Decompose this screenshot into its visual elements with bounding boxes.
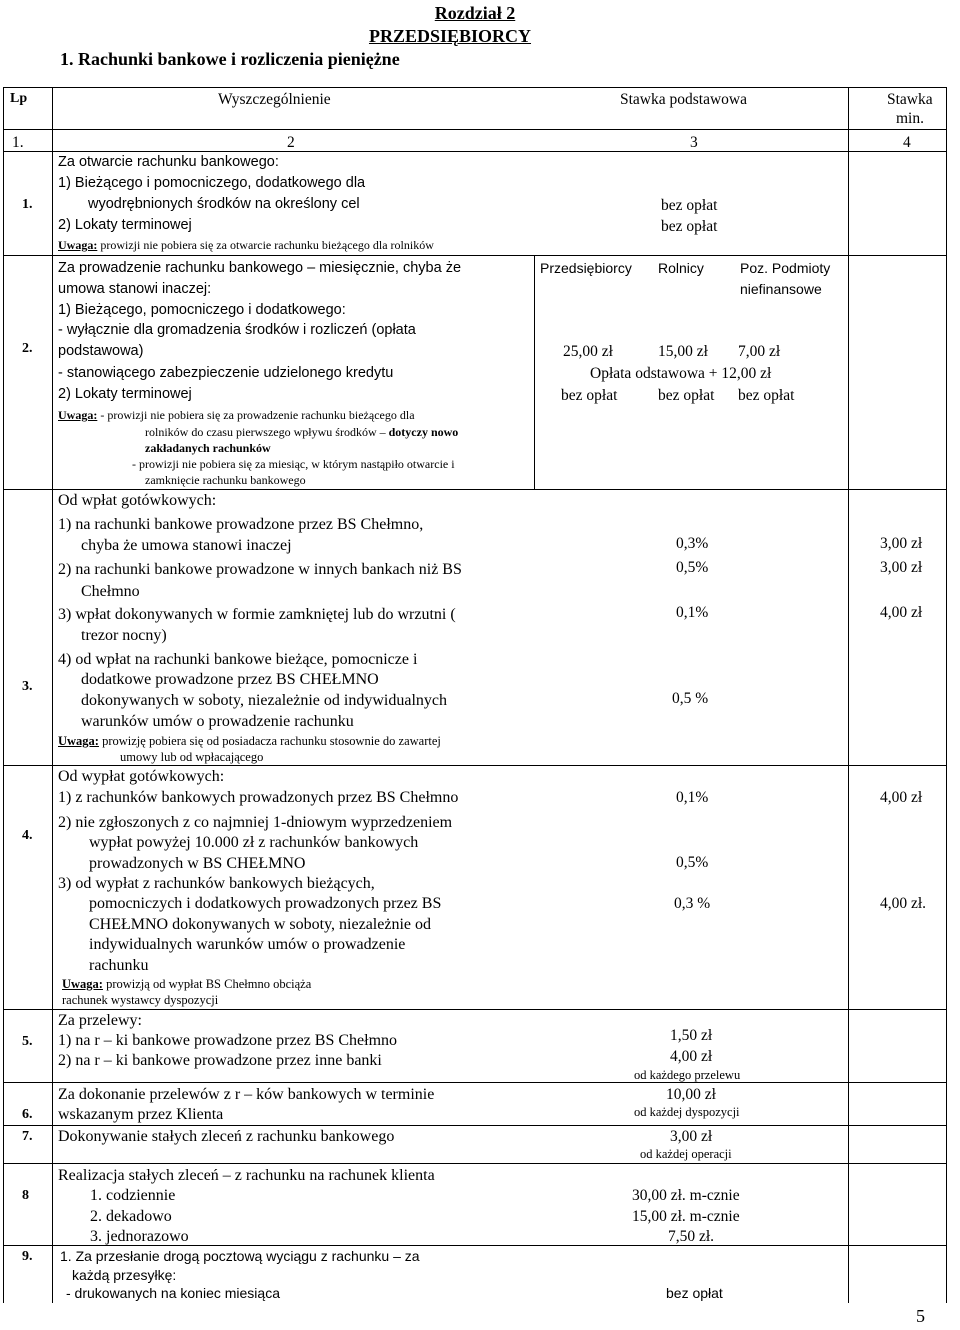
row-description: każdą przesyłkę: <box>72 1267 177 1283</box>
row-description: 1) Bieżącego i pomocniczego, dodatkowego dla <box>58 175 366 191</box>
row-number: 6. <box>22 1107 33 1122</box>
row-note: Uwaga: - prowizji nie pobiera się za prowadzenie rachunku bieżącego dla <box>58 408 415 422</box>
row-description: trezor nocny) <box>81 627 167 644</box>
chapter-title: Rozdział 2 <box>434 3 516 23</box>
row-description: wypłat powyżej 10.000 zł z rachunków bankowych <box>89 834 419 851</box>
chapter-subtitle: PRZEDSIĘBIORCY <box>368 26 532 46</box>
rate-value: bez opłat <box>658 387 715 404</box>
row-description: wyodrębnionych środków na określony cel <box>88 196 360 212</box>
row-number: 9. <box>22 1249 33 1264</box>
row-description: indywidualnych warunków umów o prowadzenie <box>89 936 406 953</box>
rate-value: 0,3 % <box>674 895 711 912</box>
row-description: umowa stanowi inaczej: <box>58 281 212 297</box>
rate-value: 7,00 zł <box>738 343 781 360</box>
subheader-entrepreneurs: Przedsiębiorcy <box>540 260 632 276</box>
subheader-farmers: Rolnicy <box>658 260 704 276</box>
row-description: podstawowa) <box>58 343 144 359</box>
row-description: 3) wpłat dokonywanych w formie zamkniętej lub do wrzutni ( <box>58 606 456 623</box>
col-min-header: Stawka <box>887 91 933 108</box>
row-number: 3. <box>22 679 33 694</box>
row-description: 3. jednorazowo <box>90 1228 189 1245</box>
min-value: 4,00 zł <box>880 789 923 806</box>
row-note: umowy lub od wpłacającego <box>120 750 264 764</box>
col-rate-header: Stawka podstawowa <box>620 91 747 108</box>
min-value: 4,00 zł. <box>880 895 927 912</box>
row-description: 2) nie zgłoszonych z co najmniej 1-dniowym wyprzedzeniem <box>58 814 453 831</box>
rate-value: 4,00 zł <box>670 1048 713 1065</box>
row-description: 1) Bieżącego, pomocniczego i dodatkowego: <box>58 302 346 318</box>
rate-value: bez opłat <box>738 387 795 404</box>
row-description: pomocniczych i dodatkowych prowadzonych przez BS <box>89 895 442 912</box>
col-number-4: 4 <box>903 134 911 151</box>
row-number: 2. <box>22 341 33 356</box>
row-description: Od wypłat gotówkowych: <box>58 768 225 785</box>
row-number: 7. <box>22 1129 33 1144</box>
row-description: - wyłącznie dla gromadzenia środków i rozliczeń (opłata <box>58 322 416 338</box>
col-min-header-2: min. <box>896 110 924 127</box>
rate-value: bez opłat <box>661 197 718 214</box>
row-number: 8 <box>22 1188 29 1203</box>
row-number: 4. <box>22 828 33 843</box>
rate-value: 25,00 zł <box>563 343 613 360</box>
row-description: Za przelewy: <box>58 1012 142 1029</box>
rate-value: bez opłat <box>561 387 618 404</box>
rate-value: 15,00 zł. m-cznie <box>632 1208 740 1225</box>
row-note: zamknięcie rachunku bankowego <box>145 473 306 487</box>
row-description: Dokonywanie stałych zleceń z rachunku bankowego <box>58 1128 395 1145</box>
row-description: Chełmno <box>81 583 140 600</box>
rate-value: 0,1% <box>676 789 709 806</box>
row-description: Za dokonanie przelewów z r – ków bankowych w terminie <box>58 1086 435 1103</box>
row-description: - drukowanych na koniec miesiąca <box>66 1285 280 1301</box>
row-description: 1. codziennie <box>90 1187 176 1204</box>
subheader-nonfinancial: Poz. Podmioty <box>740 260 831 276</box>
row-description: dokonywanych w soboty, niezależnie od indywidualnych <box>81 692 447 709</box>
rate-note: od każdej dyspozycji <box>634 1105 740 1119</box>
row-note: rachunek wystawcy dyspozycji <box>62 993 219 1007</box>
row-description: warunków umów o prowadzenie rachunku <box>81 713 354 730</box>
page-number: 5 <box>916 1306 925 1326</box>
rate-value: bez opłat <box>661 218 718 235</box>
row-description: 2. dekadowo <box>90 1208 172 1225</box>
row-description: 1) na rachunki bankowe prowadzone przez BS Chełmno, <box>58 516 424 533</box>
row-description: 2) na rachunki bankowe prowadzone w innych bankach niż BS <box>58 561 462 578</box>
row-description: Realizacja stałych zleceń – z rachunku na rachunek klienta <box>58 1167 435 1184</box>
row-note: rolników do czasu pierwszego wpływu środków – dotyczy nowo <box>145 425 459 439</box>
row-description: Za otwarcie rachunku bankowego: <box>58 154 279 170</box>
rate-value: 0,5% <box>676 854 709 871</box>
row-description: 2) na r – ki bankowe prowadzone przez inne banki <box>58 1052 382 1069</box>
rate-value: Opłata odstawowa + 12,00 zł <box>590 365 772 382</box>
row-note: zakładanych rachunków <box>145 441 271 455</box>
row-number: 5. <box>22 1034 33 1049</box>
row-description: - stanowiącego zabezpieczenie udzielonego kredytu <box>58 365 394 381</box>
row-description: CHEŁMNO dokonywanych w soboty, niezależnie od <box>89 916 431 933</box>
row-description: 1. Za przesłanie drogą pocztową wyciągu z rachunku – za <box>60 1248 420 1264</box>
rate-value: 15,00 zł <box>658 343 708 360</box>
row-description: dodatkowe prowadzone przez BS CHEŁMNO <box>81 671 379 688</box>
row-note: Uwaga: prowizję pobiera się od posiadacza rachunku stosownie do zawartej <box>58 734 441 748</box>
rate-value: 3,00 zł <box>670 1128 713 1145</box>
rate-note: od każdego przelewu <box>634 1068 741 1082</box>
row-number: 1. <box>22 197 33 212</box>
rate-value: 0,3% <box>676 535 709 552</box>
col-number-1: 1. <box>12 134 24 151</box>
row-description: wskazanym przez Klienta <box>58 1106 224 1123</box>
col-number-2: 2 <box>287 134 295 151</box>
row-description: chyba że umowa stanowi inaczej <box>81 537 292 554</box>
col-lp-header: Lp <box>10 91 28 106</box>
row-note: - prowizji nie pobiera się za miesiąc, w którym nastąpiło otwarcie i <box>132 457 455 471</box>
col-number-3: 3 <box>690 134 698 151</box>
col-desc-header: Wyszczególnienie <box>218 91 331 108</box>
row-note: Uwaga: prowizją od wypłat BS Chełmno obciąża <box>62 977 312 991</box>
row-description: 4) od wpłat na rachunki bankowe bieżące, pomocnicze i <box>58 651 418 668</box>
min-value: 3,00 zł <box>880 535 923 552</box>
row-description: 3) od wypłat z rachunków bankowych bieżących, <box>58 875 375 892</box>
rate-value: bez opłat <box>666 1285 723 1301</box>
rate-value: 30,00 zł. m-cznie <box>632 1187 740 1204</box>
rate-value: 0,5 % <box>672 690 709 707</box>
min-value: 4,00 zł <box>880 604 923 621</box>
row-description: Od wpłat gotówkowych: <box>58 492 217 509</box>
row-description: Za prowadzenie rachunku bankowego – miesięcznie, chyba że <box>58 260 462 276</box>
row-description: 2) Lokaty terminowej <box>58 217 192 233</box>
rate-note: od każdej operacji <box>640 1147 732 1161</box>
rate-value: 7,50 zł. <box>668 1228 715 1245</box>
rate-value: 1,50 zł <box>670 1027 713 1044</box>
row-note: Uwaga: prowizji nie pobiera się za otwarcie rachunku bieżącego dla rolników <box>58 238 434 252</box>
rate-value: 10,00 zł <box>666 1086 716 1103</box>
subheader-nonfinancial-2: niefinansowe <box>740 281 822 297</box>
section-title: 1. Rachunki bankowe i rozliczenia pieniężne <box>60 49 400 69</box>
row-description: rachunku <box>89 957 149 974</box>
row-description: 2) Lokaty terminowej <box>58 386 192 402</box>
rate-value: 0,1% <box>676 604 709 621</box>
rate-value: 0,5% <box>676 559 709 576</box>
min-value: 3,00 zł <box>880 559 923 576</box>
row-description: prowadzonych w BS CHEŁMNO <box>89 855 306 872</box>
row-description: 1) z rachunków bankowych prowadzonych przez BS Chełmno <box>58 789 459 806</box>
row-description: 1) na r – ki bankowe prowadzone przez BS Chełmno <box>58 1032 398 1049</box>
